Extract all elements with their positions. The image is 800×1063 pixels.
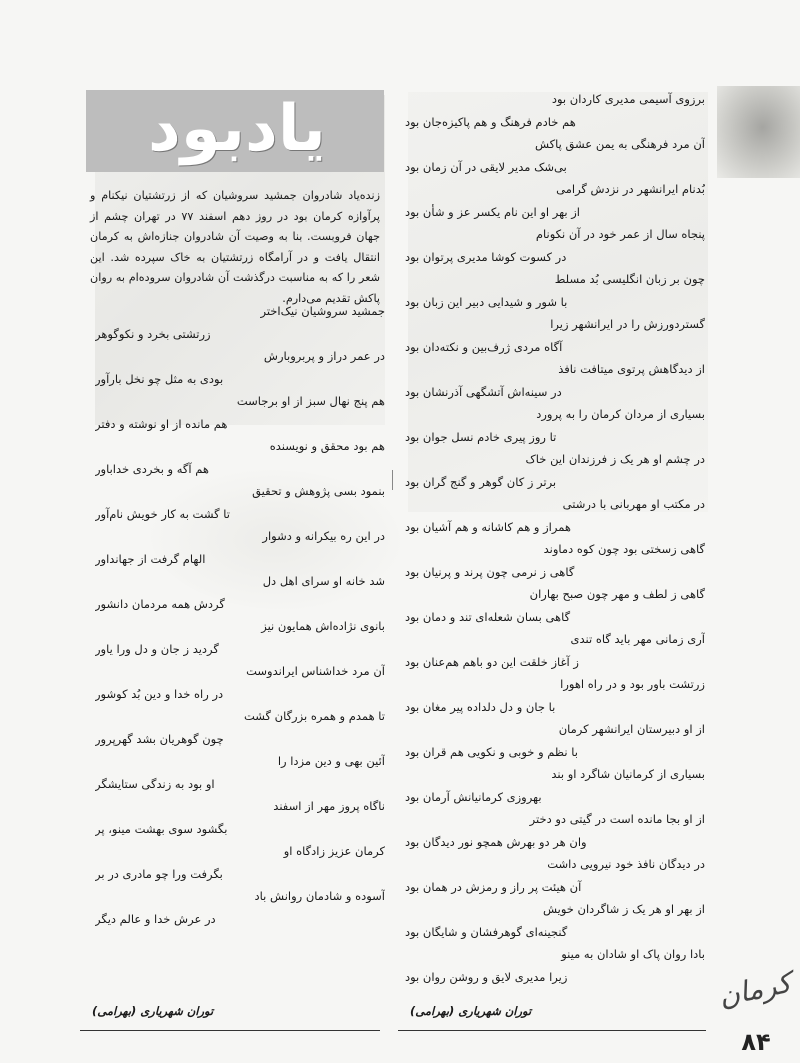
poem-line: در این ره بیکرانه و دشوار <box>262 529 385 543</box>
poem-line: بانوی نژاده‌اش همایون نیز <box>261 619 385 633</box>
poem-line: آگاه مردی ژرف‌بین و نکته‌دان بود <box>405 339 563 354</box>
poem-line: شد خانه او سرای اهل دل <box>262 574 385 588</box>
poem-line: ناگاه پروز مهر از اسفند <box>273 799 385 813</box>
poem-line: تا گشت به کار خویش نام‌آور <box>95 506 230 521</box>
poem-line: هم آگه و بخردی خداباور <box>95 461 209 476</box>
poem-line: برزوی آسیمی مدیری کاردان بود <box>551 92 705 106</box>
poem-line: بی‌شک مدیر لایقی در آن زمان بود <box>405 159 567 174</box>
poem-line: آن مرد خداشناس ایراندوست <box>246 664 385 678</box>
poem-line: هم مانده از او نوشته و دفتر <box>95 416 228 431</box>
poem-line: گاهی ز لطف و مهر چون صبح بهاران <box>529 587 705 601</box>
poem-line: زیرا مدیری لایق و روشن روان بود <box>405 969 568 984</box>
poem-line: در کسوت کوشا مدیری پرتوان بود <box>405 249 567 264</box>
poem-line: از بهر او این نام یکسر عز و شأن بود <box>405 204 580 219</box>
poem-line: چون گوهریان بشد گهرپرور <box>95 731 224 746</box>
poem-line: از او دبیرستان ایرانشهر کرمان <box>558 722 705 736</box>
poem-line: بادا روان پاک او شادان به مینو <box>561 947 705 961</box>
poem-line: الهام گرفت از جهانداور <box>95 551 206 566</box>
poem-line: آسوده و شادمان روانش باد <box>254 889 385 903</box>
kerman-logo: کرمان <box>715 965 794 1014</box>
column-divider-mark <box>392 470 393 490</box>
poem-left-column <box>95 300 385 930</box>
column-rule-right <box>398 1030 706 1031</box>
author-right: توران شهریاری (بهرامی) <box>410 1004 532 1018</box>
poem-line: در مکتب او مهربانی با درشتی <box>562 497 705 511</box>
poem-line: بسیاری از مردان کرمان را به پرورد <box>536 407 705 421</box>
poem-line: بگرفت ورا چو مادری در بر <box>95 866 223 881</box>
poem-line: از او بجا مانده است در گیتی دو دختر <box>529 812 705 826</box>
poem-line: تا همدم و همره بزرگان گشت <box>243 709 385 723</box>
poem-line: در راه خدا و دین بُد کوشور <box>95 686 224 701</box>
column-rule-left <box>80 1030 380 1031</box>
poem-line: گنجینه‌ای گوهرفشان و شایگان بود <box>405 924 568 939</box>
poem-line: هم خادم فرهنگ و هم پاکیزه‌جان بود <box>405 114 576 129</box>
poem-line: گاهی بسان شعله‌ای تند و دمان بود <box>405 609 571 624</box>
poem-line: هم پنج نهال سبز از او برجاست <box>236 394 385 408</box>
poem-line: بُدنام ایرانشهر در نزدش گرامی <box>556 182 705 196</box>
poem-line: از بهر او هر یک ز شاگردان خویش <box>542 902 705 916</box>
poem-line: هم بود محقق و نویسنده <box>269 439 385 453</box>
poem-line: همراز و هم کاشانه و هم آشیان بود <box>405 519 571 534</box>
poem-line: بهروزی کرمانیانش آرمان بود <box>405 789 542 804</box>
poem-line: آئین بهی و دین مزدا را <box>277 754 385 768</box>
poem-line: در سینه‌اش آتشگهی آذرنشان بود <box>405 384 562 399</box>
poem-line: وان هر دو بهرش همچو نور دیدگان بود <box>405 834 587 849</box>
poem-line: ز آغاز خلقت این دو باهم هم‌عنان بود <box>405 654 579 669</box>
poem-line: بنمود بسی پژوهش و تحقیق <box>252 484 385 498</box>
poem-line: جمشید سروشیان نیک‌اختر <box>260 304 385 318</box>
poem-line: گاهی ز نرمی چون پرند و پرنیان بود <box>405 564 575 579</box>
side-photo <box>717 86 800 178</box>
poem-line: آن هیئت پر راز و رمزش در همان بود <box>405 879 582 894</box>
poem-line: در عرش خدا و عالم دیگر <box>95 911 216 926</box>
poem-line: چون بر زبان انگلیسی بُد مسلط <box>554 272 705 286</box>
poem-line: زرتشتی بخرد و نکوگوهر <box>95 326 211 341</box>
poem-line: زرتشت باور بود و در راه اهورا <box>560 677 705 691</box>
poem-line: آن مرد فرهنگی به یمن عشق پاکش <box>534 137 705 151</box>
poem-line: با شور و شیدایی دبیر این زبان بود <box>405 294 568 309</box>
page-title: یادبود <box>148 92 326 166</box>
poem-line: او بود به زندگی ستایشگر <box>95 776 215 791</box>
poem-line: تا روز پیری خادم نسل جوان بود <box>405 429 557 444</box>
poem-line: با نظم و خوبی و نکویی هم قران بود <box>405 744 578 759</box>
poem-line: پنجاه سال از عمر خود در آن نکونام <box>535 227 705 241</box>
poem-right-column <box>405 88 705 988</box>
author-left: توران شهریاری (بهرامی) <box>92 1004 214 1018</box>
poem-line: بودی به مثل چو نخل بارآور <box>95 371 224 386</box>
poem-line: کرمان عزیز زادگاه او <box>283 844 385 858</box>
poem-line: بسیاری از کرمانیان شاگرد او بند <box>551 767 705 781</box>
poem-line: گاهی زسختی بود چون کوه دماوند <box>543 542 705 556</box>
poem-line: در چشم او هر یک ز فرزندان این خاک <box>525 452 705 466</box>
poem-line: در عمر دراز و پربروبارش <box>263 349 385 363</box>
poem-line: گردش همه مردمان دانشور <box>95 596 225 611</box>
poem-line: برتر ز کان گوهر و گنج گران بود <box>405 474 557 489</box>
poem-line: در دیدگان نافذ خود نیرویی داشت <box>547 857 705 871</box>
poem-line: گستردورزش را در ایرانشهر زیرا <box>550 317 705 331</box>
poem-line: آری زمانی مهر باید گاه تندی <box>570 632 705 646</box>
intro-paragraph: زنده‌یاد شادروان جمشید سروشیان که از زرتشتیان نیکنام و پرآوازه کرمان بود در روز دهم اسفند ۷۷ در تهران چشم از جهان فروبست. بنا به وصیت آن شادروان جنازه‌اش به کرمان انتقال یافت و در آرامگاه زرتشتیان به خاک سپرده شد. این شعر را که به مناسبت درگذشت آن شادروان سروده‌ام به روان پاکش تقدیم می‌دارم. <box>90 189 380 305</box>
page-number: ۸۴ <box>741 1028 771 1056</box>
poem-line: از دیدگاهش پرتوی میتافت نافذ <box>558 362 705 376</box>
poem-line: با جان و دل دلداده پیر مغان بود <box>405 699 556 714</box>
poem-line: گردید ز جان و دل ورا یاور <box>95 641 219 656</box>
poem-line: بگشود سوی بهشت مینو، پر <box>95 821 228 836</box>
